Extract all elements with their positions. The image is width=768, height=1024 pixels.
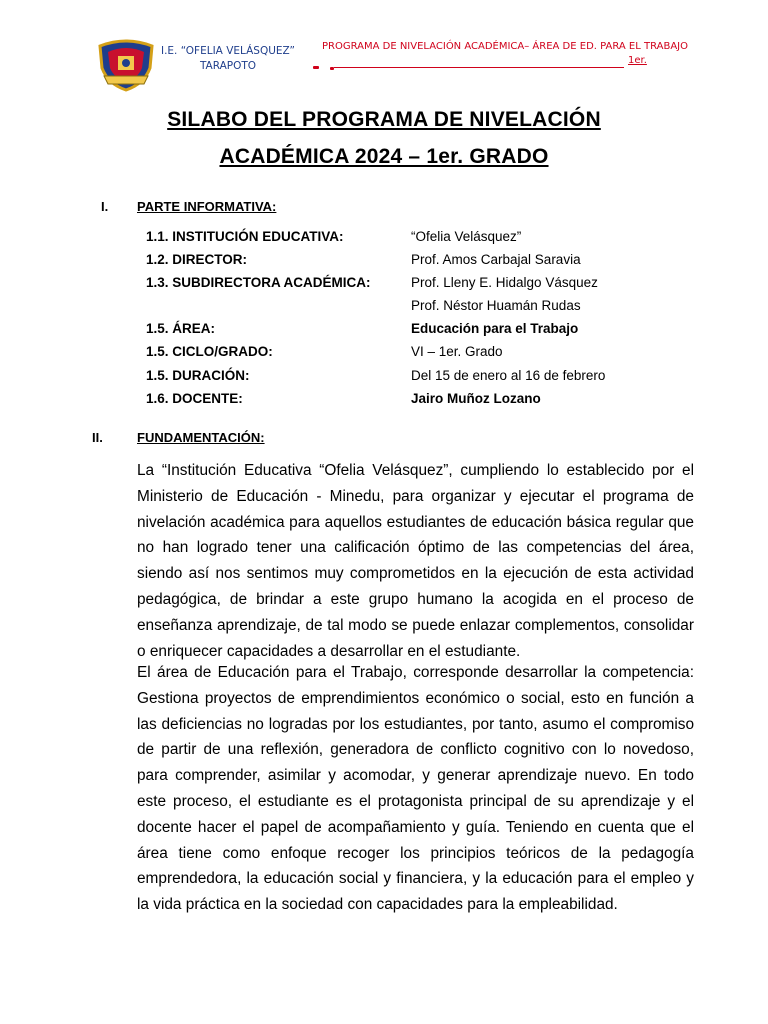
school-city: TARAPOTO	[199, 60, 257, 72]
info-key: 1.1. INSTITUCIÓN EDUCATIVA:	[146, 229, 344, 244]
section-heading: PARTE INFORMATIVA:	[137, 199, 277, 214]
info-key: 1.3. SUBDIRECTORA ACADÉMICA:	[146, 275, 371, 290]
info-row	[146, 368, 626, 388]
school-crest-logo	[96, 38, 156, 92]
section-number: I.	[101, 199, 109, 214]
info-value: Del 15 de enero al 16 de febrero	[411, 368, 606, 383]
document-title-line1: SILABO DEL PROGRAMA DE NIVELACIÓN	[167, 108, 601, 131]
header-mark	[313, 66, 319, 69]
info-row	[146, 298, 626, 318]
program-title: PROGRAMA DE NIVELACIÓN ACADÉMICA– ÁREA DE ED. PARA EL TRABAJO	[322, 41, 689, 52]
info-value: Prof. Amos Carbajal Saravia	[411, 252, 581, 267]
program-header	[322, 40, 692, 68]
info-value: Prof. Néstor Huamán Rudas	[411, 298, 581, 313]
info-key: 1.5. ÁREA:	[146, 321, 216, 336]
header-mark	[330, 67, 334, 70]
info-key: 1.2. DIRECTOR:	[146, 252, 248, 267]
program-grade: 1er.	[628, 55, 647, 66]
info-row	[146, 252, 626, 272]
info-key: 1.5. CICLO/GRADO:	[146, 344, 273, 359]
paragraph: El área de Educación para el Trabajo, corresponde desarrollar la competencia: Gestiona proyectos de emprendimientos económico o social, esto en función a las deficiencias no logradas por los estudiantes, por tanto, asumo el compromiso de partir de una reflexión, generadora de conflicto cognitivo con lo novedoso, para comprender, asimilar y acomodar, y generar aprendizaje nuevo. En todo este proceso, el estudiante es el protagonista principal de su aprendizaje y el docente hacer el papel de acompañamiento y guía. Teniendo en cuenta que el área tiene como enfoque recoger los principios teóricos de la pedagogía emprendedora, la educación social y financiera, y la educación para el empleo y la vida práctica en la sociedad con capacidades para la empleabilidad.	[137, 664, 694, 914]
info-row	[146, 275, 626, 295]
paragraph: La “Institución Educativa “Ofelia Velásquez”, cumpliendo lo establecido por el Ministerio de Educación - Minedu, para organizar y ejecutar el programa de nivelación académica para aquellos estudiantes de educación básica regular que no han logrado tener una calificación óptimo de las competencias del área, siendo así nos sentimos muy comprometidos en la ejecución de esta actividad pedagógica, de brindar a este grupo humano la acogida en el proceso de enseñanza aprendizaje, de tal modo se puede enlazar complementos, consolidar o enriquecer capacidades a desarrollar en el estudiante.	[137, 462, 694, 660]
header-rule	[334, 58, 624, 68]
document-title-line2: ACADÉMICA 2024 – 1er. GRADO	[219, 145, 549, 168]
info-row	[146, 321, 626, 341]
info-value: Jairo Muñoz Lozano	[411, 391, 541, 406]
school-name-line1: I.E. “OFELIA VELÁSQUEZ”	[160, 45, 295, 57]
info-value: “Ofelia Velásquez”	[411, 229, 522, 244]
info-row	[146, 344, 626, 364]
info-key: 1.6. DOCENTE:	[146, 391, 243, 406]
info-key: 1.5. DURACIÓN:	[146, 368, 250, 383]
section-heading: FUNDAMENTACIÓN:	[137, 430, 265, 445]
section-number: II.	[92, 430, 103, 445]
info-value: Educación para el Trabajo	[411, 321, 579, 336]
school-name	[158, 44, 298, 74]
info-row	[146, 229, 626, 249]
info-value: VI – 1er. Grado	[411, 344, 503, 359]
info-value: Prof. Lleny E. Hidalgo Vásquez	[411, 275, 598, 290]
info-row	[146, 391, 626, 411]
